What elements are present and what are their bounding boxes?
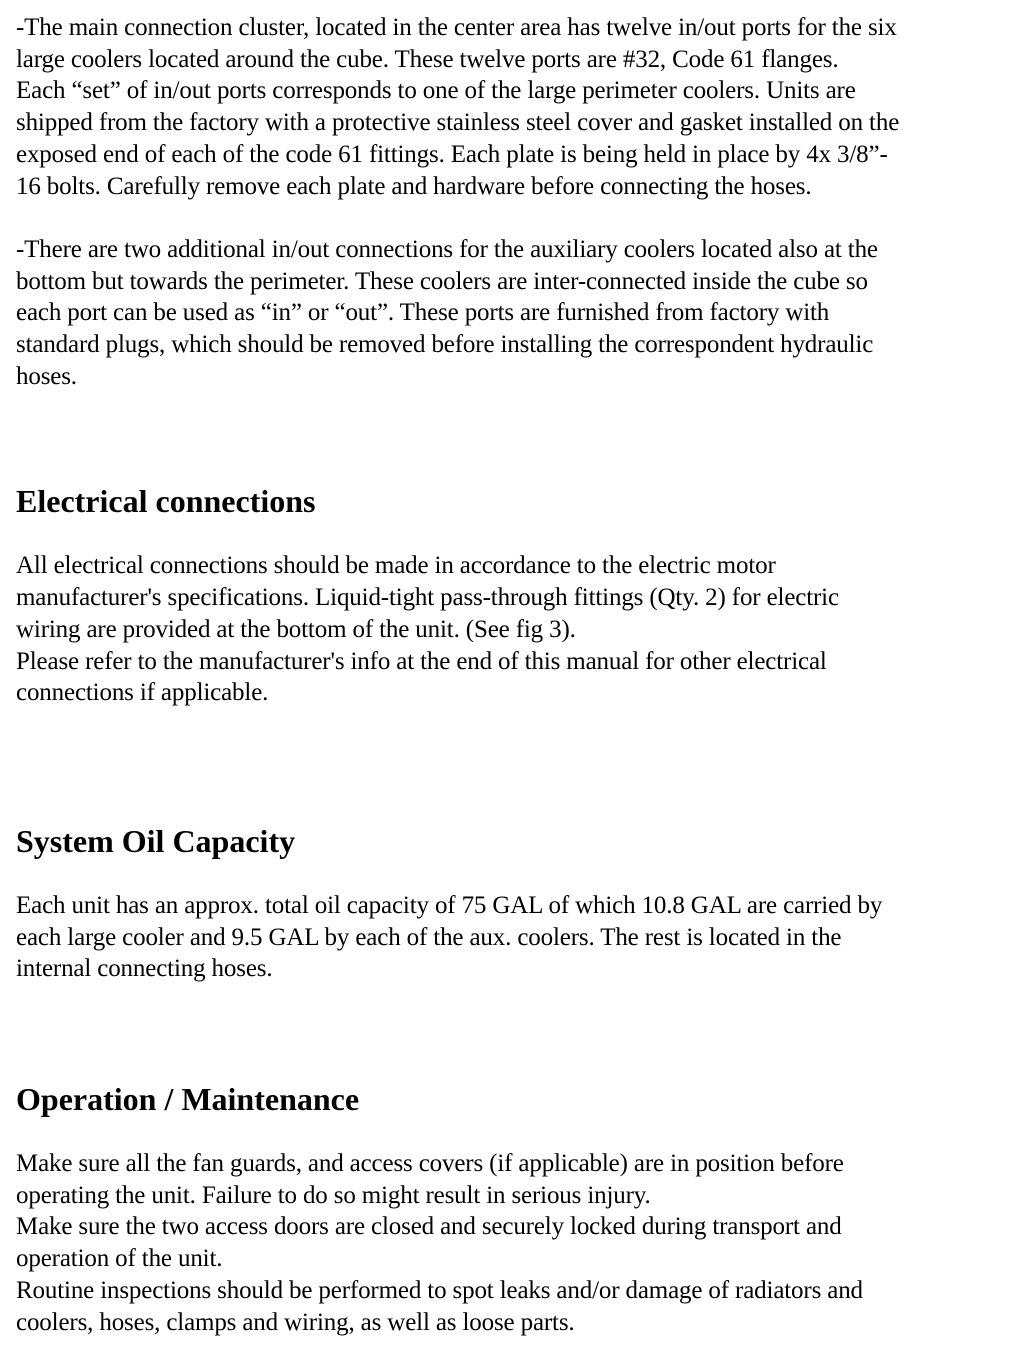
paragraph-spacer (16, 202, 1006, 234)
document-page (16, 12, 1006, 1338)
section-heading-oil-capacity: System Oil Capacity (16, 822, 296, 859)
section-body-operation-maintenance: Make sure all the fan guards, and access covers (if applicable) are in position before operating the unit. Failure to do so might result in serious injury. Make sure the two access doors are closed and securely locked during transport and operation of the unit. Routine inspections should be performed to spot leaks and/or damage of radiators and coolers, hoses, clamps and wiring, as well as loose parts. (16, 1150, 863, 1336)
section-body-oil-capacity: Each unit has an approx. total oil capacity of 75 GAL of which 10.8 GAL are carried by each large cooler and 9.5 GAL by each of the aux. coolers. The rest is located in the internal connecting hoses. (16, 891, 883, 983)
section-heading-electrical: Electrical connections (16, 483, 316, 520)
section-body-electrical: All electrical connections should be made in accordance to the electric motor manufacturer's specifications. Liquid-tight pass-through fittings (Qty. 2) for electric wiring are provided at the bottom of the unit. (See fig 3). Please refer to the manufacturer's info at the end of this manual for other electrical connections if applicable. (16, 552, 839, 707)
section-heading-operation-maintenance: Operation / Maintenance (16, 1081, 360, 1118)
intro-paragraph-main-cluster: -The main connection cluster, located in the center area has twelve in/out ports for the six large coolers located around the cube. These twelve ports are #32, Code 61 flanges. Each “set” of in/out ports corresponds to one of the large perimeter coolers. Units are shipped from the factory with a protective stainless steel cover and gasket installed on the exposed end of each of the code 61 fittings. Each plate is being held in place by 4x 3/8”- 16 bolts. Carefully remove each plate and hardware before connecting the hoses. (16, 14, 900, 200)
intro-paragraph-aux-connections: -There are two additional in/out connections for the auxiliary coolers located also at the bottom but towards the perimeter. These coolers are inter-connected inside the cube so each port can be used as “in” or “out”. These ports are furnished from factory with standard plugs, which should be removed before installing the correspondent hydraulic hoses. (16, 235, 878, 390)
